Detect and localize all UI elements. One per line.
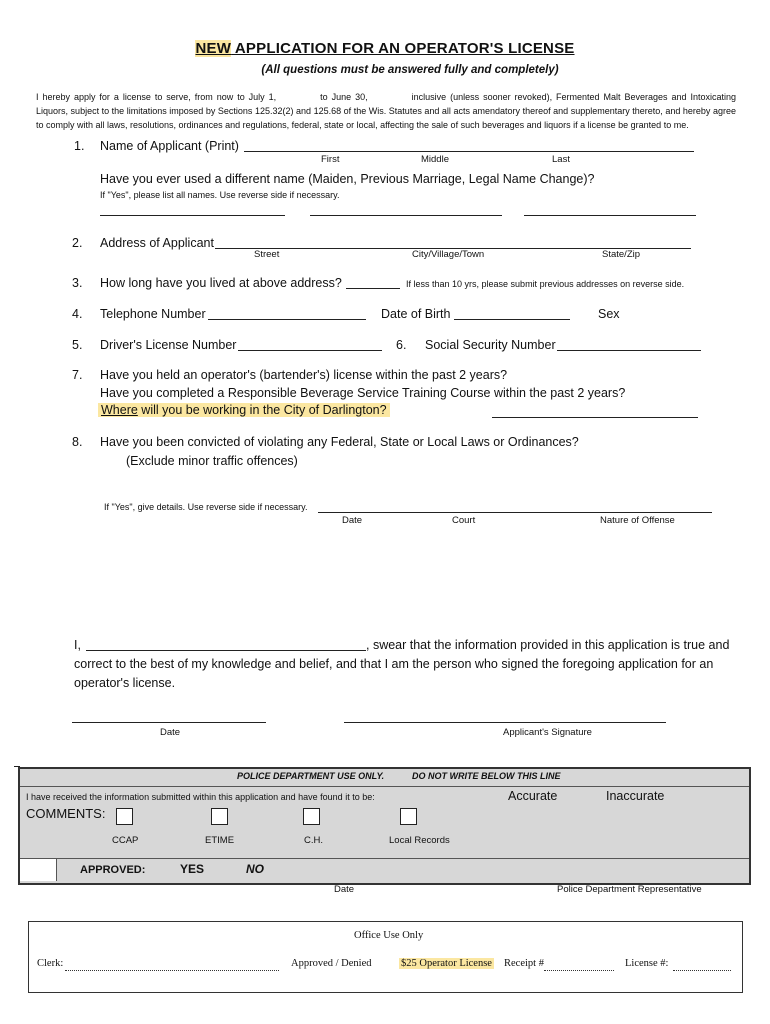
q1-label: Name of Applicant (Print) [100,139,239,153]
other-name-field-1[interactable] [100,215,285,216]
other-name-field-3[interactable] [524,215,696,216]
q1-first-label: First [321,154,340,165]
q2-city-label: City/Village/Town [412,249,485,260]
approval-blank-cell[interactable] [20,859,57,881]
q7-line3 [98,403,390,417]
q8-number: 8. [72,435,83,449]
oath-line2: correct to the best of my knowledge and belief, and that I am the person who signed the foregoing application for an [74,657,714,671]
police-received-text: I have received the information submitted within this application and have found it to be: [26,792,375,802]
ch-label: C.H. [304,835,323,846]
form-title [0,40,770,57]
intro-paragraph [36,90,736,132]
receipt-label: Receipt # [504,958,544,969]
q8-line1: Have you been convicted of violating any Federal, State or Local Laws or Ordinances? [100,435,579,449]
q1b-note: If "Yes", please list all names. Use reverse side if necessary. [100,190,340,200]
police-header-left: POLICE DEPARTMENT USE ONLY. [237,771,385,781]
q6-label: Social Security Number [425,338,556,352]
q8-date-label: Date [342,515,363,526]
oath-line3: operator's license. [74,676,176,690]
years-at-address-field[interactable] [346,288,400,289]
title-rest: APPLICATION FOR AN OPERATOR'S LICENSE [231,40,575,57]
q2-number: 2. [72,236,83,250]
police-section [18,767,751,885]
oath-date-label: Date [160,727,181,738]
name-field[interactable] [244,151,694,152]
ssn-field[interactable] [557,350,701,351]
license-field[interactable] [673,970,731,971]
q6-number: 6. [396,338,407,352]
comments-label: COMMENTS: [26,806,106,821]
receipt-field[interactable] [544,970,614,971]
q5-number: 5. [72,338,83,352]
fee-label: $25 Operator License [401,958,492,969]
approved-yes[interactable]: YES [180,862,205,876]
q2-state-label: State/Zip [602,249,641,260]
clerk-field[interactable] [65,970,279,971]
inaccurate-option[interactable]: Inaccurate [606,789,665,803]
local-records-checkbox[interactable] [400,808,417,825]
office-title: Office Use Only [354,930,424,941]
other-name-field-2[interactable] [310,215,502,216]
q8-nature-label: Nature of Offense [600,515,675,526]
oath-date-field[interactable] [72,722,266,723]
police-rep-label: Police Department Representative [557,884,702,895]
telephone-field[interactable] [208,319,366,320]
q2-label: Address of Applicant [100,236,214,250]
q8-line2: (Exclude minor traffic offences) [126,454,298,468]
work-location-field[interactable] [492,417,698,418]
q4-number: 4. [72,307,83,321]
q4-sex-label: Sex [598,307,620,321]
signature-field[interactable] [344,722,666,723]
intro-part3: inclusive (unless sooner revoked), Fermented Malt Beverages and Intoxicating Liquors, subject to the limitations imposed by Sections 125.32(2) and 125.68 of the Wis. Statutes and all acts amendatory thereof and supplementary thereto, and hereby agree to comply with all laws, resolutions, ordinances and regulations, federal, state or local, affecting the sale of such beverages and liquors if a license be granted to me. [36,92,736,130]
q7-where: Where [101,403,138,417]
license-label: License #: [625,958,669,969]
q3-note: If less than 10 yrs, please submit previous addresses on reverse side. [406,279,685,289]
oath-name-field[interactable] [86,650,366,651]
dob-field[interactable] [454,319,570,320]
q8-court-label: Court [452,515,476,526]
q4-label: Telephone Number [100,307,206,321]
police-divider [20,858,749,859]
q2-street-label: Street [254,249,280,260]
police-header-right: DO NOT WRITE BELOW THIS LINE [412,771,561,781]
signature-label: Applicant's Signature [503,727,592,738]
q4-dob-label: Date of Birth [381,307,451,321]
q1-last-label: Last [552,154,570,165]
approved-denied[interactable]: Approved / Denied [291,958,372,969]
intro-part2: to June 30, [320,92,368,102]
ccap-label: CCAP [112,835,139,846]
oath-line1: , swear that the information provided in this application is true and [366,638,730,652]
drivers-license-field[interactable] [238,350,382,351]
ch-checkbox[interactable] [303,808,320,825]
q7-line3-rest: will you be working in the City of Darlington? [137,403,387,417]
police-header-row [20,769,749,787]
etime-label: ETIME [205,835,235,846]
q3-label: How long have you lived at above address? [100,276,342,290]
q1-middle-label: Middle [421,154,449,165]
etime-checkbox[interactable] [211,808,228,825]
q7-line2: Have you completed a Responsible Beverage Service Training Course within the past 2 years? [100,386,626,400]
form-subtitle: (All questions must be answered fully and completely) [261,64,559,76]
police-date-label: Date [334,884,355,895]
q5-label: Driver's License Number [100,338,237,352]
q8-note: If "Yes", give details. Use reverse side if necessary. [104,502,308,512]
q7-line1: Have you held an operator's (bartender's) license within the past 2 years? [100,368,508,382]
q7-number: 7. [72,368,83,382]
ccap-checkbox[interactable] [116,808,133,825]
q1-number: 1. [74,139,85,153]
clerk-label: Clerk: [37,958,64,969]
oath-i: I, [74,638,81,652]
accurate-option[interactable]: Accurate [508,789,558,803]
q3-number: 3. [72,276,83,290]
approved-label: APPROVED: [80,864,146,876]
title-new: NEW [195,40,232,57]
q1b-label: Have you ever used a different name (Maiden, Previous Marriage, Legal Name Change)? [100,172,595,186]
approved-no[interactable]: NO [246,862,264,876]
offense-details-field[interactable] [318,512,712,513]
intro-part1: I hereby apply for a license to serve, from now to July 1, [36,92,277,102]
local-records-label: Local Records [389,835,450,846]
office-use-box [28,921,743,993]
